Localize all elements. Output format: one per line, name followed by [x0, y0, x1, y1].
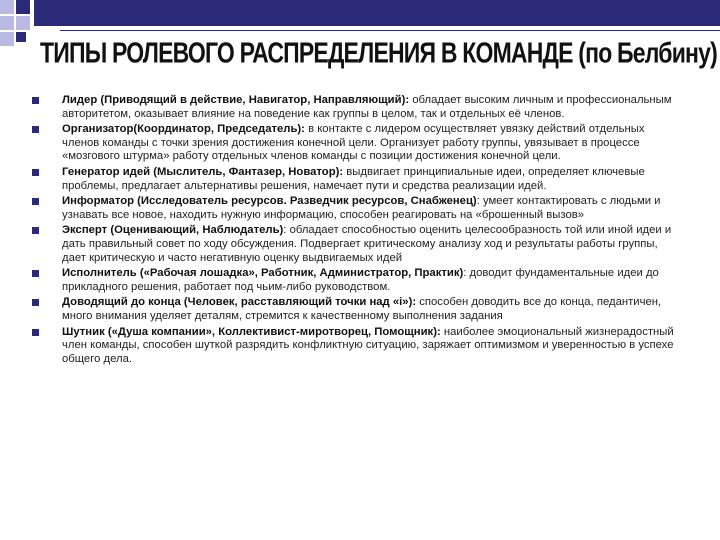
role-name: Организатор(Координатор, Председатель): — [62, 123, 305, 136]
decor-square — [16, 16, 30, 30]
decor-square — [16, 32, 26, 42]
role-description: : умеет контактировать с людьми и узнавать все новое, находить нужную информацию, способен реагировать на «брошенный вызов» — [62, 195, 661, 221]
square-bullet-icon — [32, 198, 39, 205]
square-bullet-icon — [32, 227, 39, 234]
role-description: : обладает способностью оценить целесообразность той или иной идеи и дать правильный совет по ходу обсуждения. Подвергает критическому анализу ход и результаты работы группы, дает критическую и часто негативную оценку выдвигаемых идей — [62, 224, 672, 264]
decor-square — [0, 32, 14, 46]
header-divider — [60, 30, 720, 31]
role-description: обладает высоким личным и профессиональным авторитетом, оказывает влияние на поведение как группы в целом, так и отдельных её членов. — [62, 94, 672, 120]
list-item — [32, 267, 682, 294]
list-item — [32, 166, 682, 193]
square-bullet-icon — [32, 126, 39, 133]
square-bullet-icon — [32, 97, 39, 104]
role-description: в контакте с лидером осуществляет увязку действий отдельных членов команды с точки зрения достижения конечной цели. Организует работу группы, увязывает в процессе «мозгового штурма» работу отдельных членов команды с позиции достижения конечной цели. — [62, 123, 645, 163]
decor-square — [16, 0, 30, 14]
list-item — [32, 195, 682, 222]
page-title: ТИПЫ РОЛЕВОГО РАСПРЕДЕЛЕНИЯ В КОМАНДЕ (по Белбину) — [40, 36, 717, 69]
role-name: Информатор (Исследователь ресурсов. Разведчик ресурсов, Снабженец) — [62, 195, 477, 208]
role-description: способен доводить все до конца, педантичен, много внимания уделяет деталям, стремится к качественному выполнения задания — [62, 296, 662, 322]
square-bullet-icon — [32, 329, 39, 336]
roles-list — [32, 94, 682, 368]
role-name: Шутник («Душа компании», Коллективист-миротворец, Помощник): — [62, 325, 441, 338]
square-bullet-icon — [32, 270, 39, 277]
role-description: : доводит фундаментальные идеи до прикладного решения, работает под чьим-либо руководством. — [62, 267, 659, 293]
square-bullet-icon — [32, 299, 39, 306]
role-name: Лидер (Приводящий в действие, Навигатор, Направляющий): — [62, 94, 410, 106]
list-item — [32, 94, 682, 121]
role-description: наиболее эмоциональный жизнерадостный член команды, способен шуткой разрядить конфликтную ситуацию, заряжает оптимизмом и уверенностью в успехе общего дела. — [62, 325, 674, 365]
role-name: Эксперт (Оценивающий, Наблюдатель) — [62, 224, 284, 237]
decor-square — [0, 16, 14, 30]
role-name: Генератор идей (Мыслитель, Фантазер, Новатор): — [62, 165, 344, 178]
decor-square — [0, 0, 14, 14]
role-name: Исполнитель («Рабочая лошадка», Работник, Администратор, Практик) — [62, 267, 464, 280]
list-item — [32, 224, 682, 265]
role-name: Доводящий до конца (Человек, расставляющий точки над «i»): — [62, 296, 417, 309]
list-item — [32, 123, 682, 164]
header-bar — [34, 0, 720, 26]
role-description: выдвигает принципиальные идеи, определяет ключевые проблемы, предлагает альтернативы решения, намечает пути и средства реализации идей. — [62, 165, 645, 192]
list-item — [32, 296, 682, 323]
list-item — [32, 326, 682, 367]
square-bullet-icon — [32, 169, 39, 176]
